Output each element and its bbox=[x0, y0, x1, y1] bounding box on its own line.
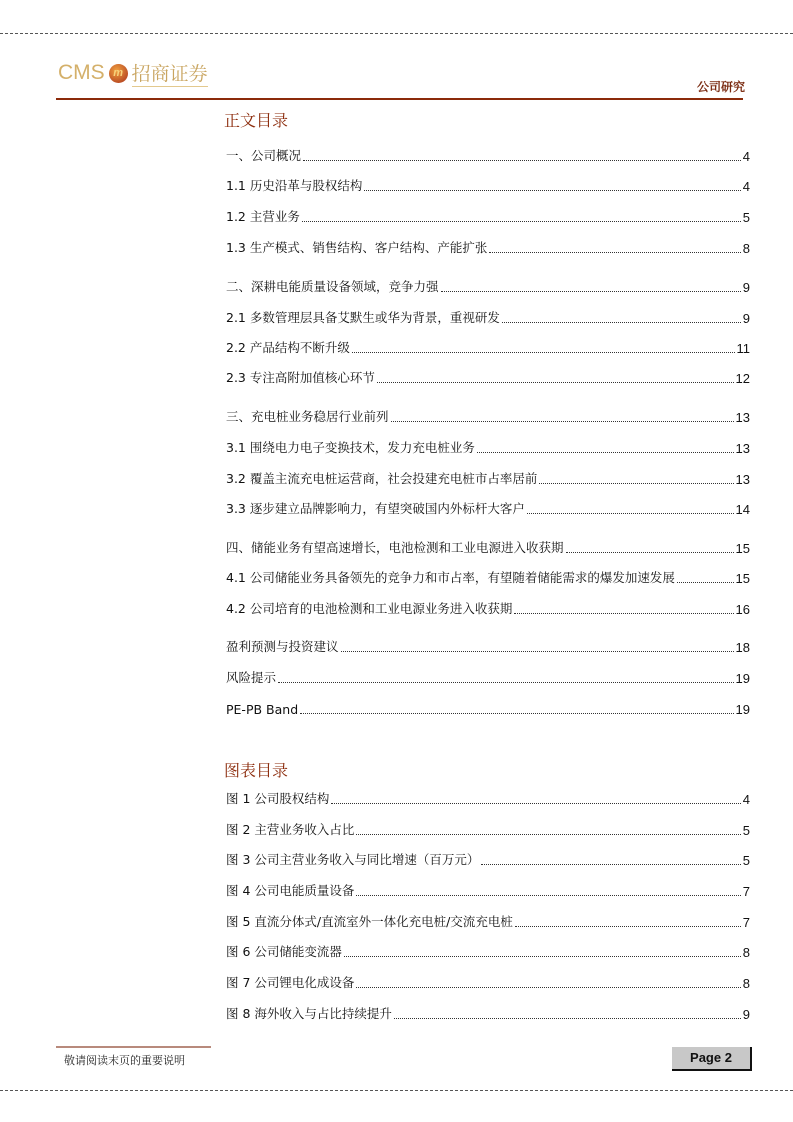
entry-page: 11 bbox=[736, 341, 750, 356]
dot-leader bbox=[377, 382, 734, 383]
toc-entry[interactable] bbox=[226, 601, 750, 617]
logo-emblem-icon: m bbox=[109, 64, 128, 83]
entry-page: 13 bbox=[735, 410, 750, 425]
entry-page: 9 bbox=[742, 311, 750, 326]
dot-leader bbox=[477, 452, 734, 453]
entry-page: 9 bbox=[742, 1007, 750, 1022]
entry-label: 3.3 逐步建立品牌影响力，有望突破国内外标杆大客户 bbox=[226, 501, 525, 516]
figure-list-title: 图表目录 bbox=[224, 761, 289, 780]
entry-page: 19 bbox=[735, 702, 750, 717]
entry-page: 5 bbox=[742, 823, 750, 838]
entry-page: 9 bbox=[742, 280, 750, 295]
entry-page: 18 bbox=[735, 640, 750, 655]
dot-leader bbox=[441, 291, 741, 292]
entry-label: 三、充电桩业务稳居行业前列 bbox=[226, 409, 389, 424]
toc-entry[interactable] bbox=[226, 409, 750, 425]
dot-leader bbox=[539, 483, 733, 484]
entry-label: 图 2 主营业务收入占比 bbox=[226, 822, 355, 837]
dot-leader bbox=[352, 352, 735, 353]
toc-entry[interactable] bbox=[226, 310, 750, 326]
toc-title: 正文目录 bbox=[224, 111, 289, 130]
entry-label: 3.1 围绕电力电子变换技术，发力充电桩业务 bbox=[226, 440, 475, 455]
dot-leader bbox=[300, 713, 733, 714]
toc-entry[interactable] bbox=[226, 240, 750, 256]
toc-entry[interactable] bbox=[226, 501, 750, 517]
dot-leader bbox=[356, 834, 740, 835]
entry-page: 19 bbox=[735, 671, 750, 686]
entry-page: 16 bbox=[735, 602, 750, 617]
toc-entry[interactable] bbox=[226, 209, 750, 225]
toc-entry[interactable] bbox=[226, 440, 750, 456]
dot-leader bbox=[356, 895, 740, 896]
entry-label: 图 1 公司股权结构 bbox=[226, 791, 330, 806]
cms-logo bbox=[58, 58, 208, 88]
toc-entry[interactable] bbox=[226, 178, 750, 194]
entry-page: 13 bbox=[735, 472, 750, 487]
figure-entry[interactable] bbox=[226, 975, 750, 991]
section-label: 公司研究 bbox=[696, 80, 745, 94]
toc-entry[interactable] bbox=[226, 370, 750, 386]
dot-leader bbox=[356, 987, 740, 988]
dot-leader bbox=[303, 160, 741, 161]
logo-en: CMS bbox=[58, 61, 105, 84]
dot-leader bbox=[502, 322, 741, 323]
dot-leader bbox=[489, 252, 740, 253]
entry-label: 盈利预测与投资建议 bbox=[226, 639, 339, 654]
entry-label: 2.2 产品结构不断升级 bbox=[226, 340, 350, 355]
entry-page: 8 bbox=[742, 241, 750, 256]
entry-label: 3.2 覆盖主流充电桩运营商，社会投建充电桩市占率居前 bbox=[226, 471, 538, 486]
entry-label: 图 8 海外收入与占比持续提升 bbox=[226, 1006, 392, 1021]
toc-entry[interactable] bbox=[226, 570, 750, 586]
entry-label: PE-PB Band bbox=[226, 702, 299, 717]
toc-entry[interactable] bbox=[226, 279, 750, 295]
figure-entry[interactable] bbox=[226, 914, 750, 930]
footer-rule bbox=[56, 1046, 211, 1048]
dot-leader bbox=[515, 926, 741, 927]
dot-leader bbox=[481, 864, 740, 865]
entry-label: 2.1 多数管理层具备艾默生或华为背景，重视研发 bbox=[226, 310, 500, 325]
toc-entry[interactable] bbox=[226, 540, 750, 556]
figure-entry[interactable] bbox=[226, 791, 750, 807]
entry-label: 图 5 直流分体式/直流室外一体化充电桩/交流充电桩 bbox=[226, 914, 513, 929]
figure-entry[interactable] bbox=[226, 883, 750, 899]
toc-entry[interactable] bbox=[226, 148, 750, 164]
dot-leader bbox=[331, 803, 740, 804]
figure-entry[interactable] bbox=[226, 852, 750, 868]
dot-leader bbox=[394, 1018, 741, 1019]
figure-entry[interactable] bbox=[226, 1006, 750, 1022]
entry-label: 4.2 公司培育的电池检测和工业电源业务进入收获期 bbox=[226, 601, 513, 616]
entry-page: 8 bbox=[742, 976, 750, 991]
toc-entry[interactable] bbox=[226, 471, 750, 487]
entry-page: 14 bbox=[735, 502, 750, 517]
entry-label: 4.1 公司储能业务具备领先的竞争力和市占率，有望随着储能需求的爆发加速发展 bbox=[226, 570, 675, 585]
dot-leader bbox=[527, 513, 734, 514]
entry-label: 图 4 公司电能质量设备 bbox=[226, 883, 355, 898]
header-rule bbox=[56, 98, 743, 100]
toc-entry[interactable] bbox=[226, 340, 750, 356]
entry-page: 15 bbox=[735, 541, 750, 556]
entry-page: 4 bbox=[742, 149, 750, 164]
bottom-dashed-border bbox=[0, 1090, 793, 1091]
entry-page: 12 bbox=[735, 371, 750, 386]
toc-entry[interactable] bbox=[226, 670, 750, 686]
dot-leader bbox=[514, 613, 733, 614]
toc-entry[interactable] bbox=[226, 701, 750, 717]
toc-entry[interactable] bbox=[226, 639, 750, 655]
dot-leader bbox=[566, 552, 734, 553]
entry-label: 风险提示 bbox=[226, 670, 277, 685]
entry-label: 图 6 公司储能变流器 bbox=[226, 944, 342, 959]
entry-page: 15 bbox=[735, 571, 750, 586]
entry-page: 4 bbox=[742, 179, 750, 194]
entry-page: 8 bbox=[742, 945, 750, 960]
entry-page: 13 bbox=[735, 441, 750, 456]
dot-leader bbox=[341, 651, 734, 652]
top-dashed-border bbox=[0, 33, 793, 34]
entry-page: 7 bbox=[742, 915, 750, 930]
entry-label: 一、公司概况 bbox=[226, 148, 302, 163]
entry-label: 图 3 公司主营业务收入与同比增速（百万元） bbox=[226, 852, 480, 867]
entry-page: 5 bbox=[742, 853, 750, 868]
dot-leader bbox=[302, 221, 741, 222]
figure-entry[interactable] bbox=[226, 944, 750, 960]
entry-label: 1.3 生产模式、销售结构、客户结构、产能扩张 bbox=[226, 240, 488, 255]
entry-label: 图 7 公司锂电化成设备 bbox=[226, 975, 355, 990]
entry-label: 1.1 历史沿革与股权结构 bbox=[226, 178, 363, 193]
entry-label: 2.3 专注高附加值核心环节 bbox=[226, 370, 375, 385]
entry-page: 5 bbox=[742, 210, 750, 225]
logo-cn: 招商证券 bbox=[132, 59, 208, 87]
entry-page: 4 bbox=[742, 792, 750, 807]
dot-leader bbox=[364, 190, 740, 191]
dot-leader bbox=[391, 421, 734, 422]
page-number-badge: Page 2 bbox=[672, 1047, 752, 1071]
entry-label: 二、深耕电能质量设备领域，竞争力强 bbox=[226, 279, 439, 294]
entry-label: 四、储能业务有望高速增长，电池检测和工业电源进入收获期 bbox=[226, 540, 564, 555]
entry-label: 1.2 主营业务 bbox=[226, 209, 300, 224]
entry-page: 7 bbox=[742, 884, 750, 899]
dot-leader bbox=[344, 956, 741, 957]
footer-notice: 敬请阅读末页的重要说明 bbox=[64, 1054, 185, 1067]
figure-entry[interactable] bbox=[226, 822, 750, 838]
dot-leader bbox=[278, 682, 734, 683]
dot-leader bbox=[677, 582, 734, 583]
